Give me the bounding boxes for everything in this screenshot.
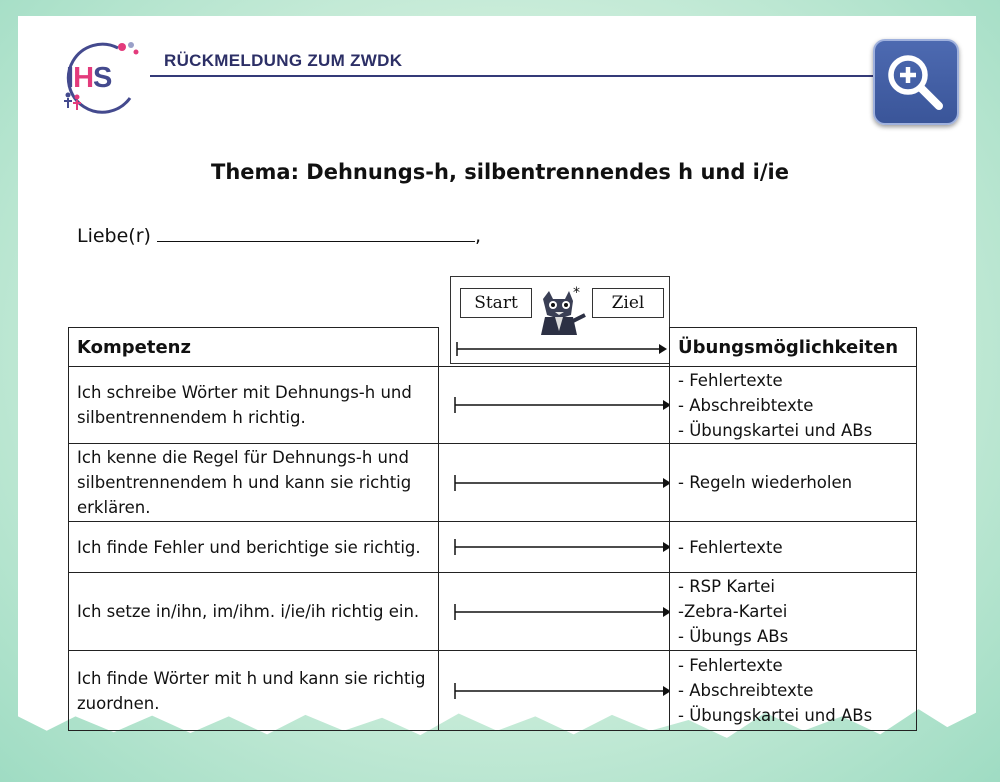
scale-arrow[interactable] (439, 392, 669, 418)
practice-option: -Zebra-Kartei (678, 602, 788, 621)
practice-option: - Fehlertexte (678, 537, 783, 557)
practice-option: - Übungskartei und ABs (678, 706, 873, 725)
start-label: Start (460, 288, 532, 318)
table-row (69, 522, 917, 573)
self-assessment-scale[interactable] (439, 573, 670, 651)
self-assessment-scale[interactable] (439, 522, 670, 573)
practice-option: - Übungs ABs (678, 627, 789, 646)
logo-text (66, 62, 111, 95)
goal-label: Ziel (592, 288, 664, 318)
practice-cell (670, 651, 917, 731)
logo-letter-i: I (66, 62, 74, 94)
table-header-row (69, 328, 917, 367)
logo-letter-h: H (73, 62, 94, 94)
competence-cell: Ich setze in/ihn, im/ihm. i/ie/ih richtig ein. (69, 573, 439, 651)
practice-option: - Übungskartei und ABs (678, 420, 873, 440)
practice-cell (670, 573, 917, 651)
practice-cell (670, 367, 917, 444)
practice-cell (670, 444, 917, 522)
competence-cell: Ich finde Fehler und berichtige sie richtig. (69, 522, 439, 573)
zoom-in-icon (875, 41, 957, 123)
table-row (69, 367, 917, 444)
practice-option: - Abschreibtexte (678, 395, 814, 415)
header-scale (439, 328, 670, 367)
practice-option: - Regeln wiederholen (678, 473, 853, 492)
scale-arrow[interactable] (439, 534, 669, 560)
competence-table (68, 327, 917, 731)
scale-arrow[interactable] (439, 678, 669, 704)
scale-arrow[interactable] (439, 470, 669, 496)
competence-cell: Ich finde Wörter mit h und kann sie richtig zuordnen. (69, 651, 439, 731)
header-competence: Kompetenz (69, 328, 439, 367)
header-title: RÜCKMELDUNG ZUM ZWDK (164, 51, 403, 70)
header-practice: Übungsmöglichkeiten (670, 328, 917, 367)
table-row (69, 444, 917, 522)
table-row (69, 651, 917, 731)
competence-cell: Ich kenne die Regel für Dehnungs-h und silbentrennendem h und kann sie richtig erklären. (69, 444, 439, 522)
table-row (69, 573, 917, 651)
svg-text:*: * (573, 285, 580, 301)
scale-arrow[interactable] (439, 599, 669, 625)
header-divider (150, 75, 878, 77)
name-blank[interactable] (157, 223, 475, 242)
zoom-button[interactable] (873, 39, 959, 125)
self-assessment-scale[interactable] (439, 651, 670, 731)
practice-option: - RSP Kartei (678, 577, 775, 596)
competence-cell: Ich schreibe Wörter mit Dehnungs-h und silbentrennendem h richtig. (69, 367, 439, 444)
practice-cell (670, 522, 917, 573)
topic-heading: Thema: Dehnungs-h, silbentrennendes h und i/ie (211, 160, 789, 184)
greeting-suffix: , (475, 225, 482, 247)
greeting-prefix: Liebe(r) (77, 225, 151, 247)
practice-option: - Fehlertexte (678, 370, 783, 390)
practice-option: - Fehlertexte (678, 656, 783, 675)
greeting-line (77, 223, 481, 247)
logo-letter-s: S (93, 62, 112, 94)
self-assessment-scale[interactable] (439, 444, 670, 522)
practice-option: - Abschreibtexte (678, 681, 814, 700)
self-assessment-scale[interactable] (439, 367, 670, 444)
